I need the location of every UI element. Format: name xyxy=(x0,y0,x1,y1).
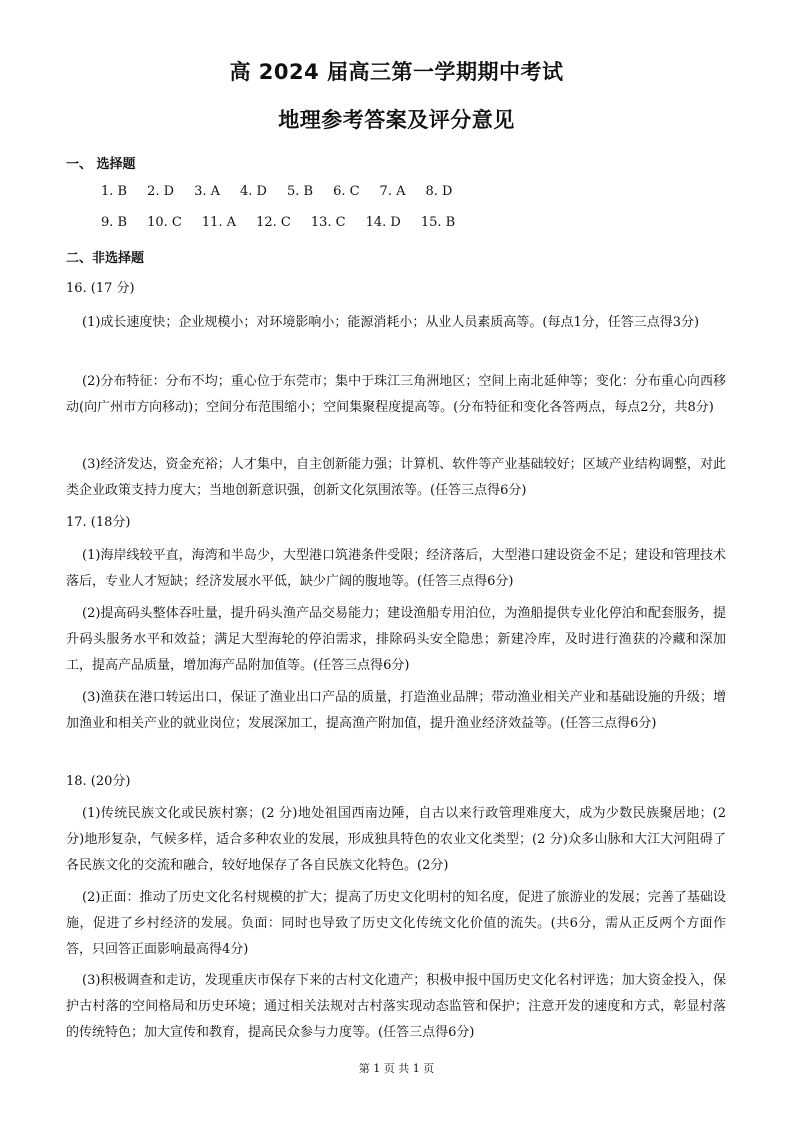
answer-item: 7. A xyxy=(379,184,406,199)
answer-item: 14. D xyxy=(365,215,401,230)
answer-item: 1. B xyxy=(101,184,128,199)
question-18-heading: 18. (20分) xyxy=(66,774,131,789)
choice-answers-row-1 xyxy=(101,184,472,199)
page-subtitle: 地理参考答案及评分意见 xyxy=(278,108,515,132)
question-16-part-2: (2)分布特征：分布不均；重心位于东莞市；集中于珠江三角洲地区；空间上南北延伸等；变化：分布重心向西移动(向广州市方向移动)；空间分布范围缩小；空间集聚程度提高等。(分布特征和变化各答两点，每点2分，共8分) xyxy=(66,374,726,415)
question-16-part-1: (1)成长速度快；企业规模小；对环境影响小；能源消耗小；从业人员素质高等。(每点1分，任答三点得3分) xyxy=(82,315,700,330)
page-footer: 第 1 页 共 1 页 xyxy=(358,1062,435,1075)
section-nonchoice-heading: 二、非选择题 xyxy=(66,251,145,266)
question-16-part-3: (3)经济发达，资金充裕；人才集中，自主创新能力强；计算机、软件等产业基础较好；区域产业结构调整，对此类企业政策支持力度大；当地创新意识强，创新文化氛围浓等。(任答三点得6分) xyxy=(66,457,726,498)
answer-item: 2. D xyxy=(147,184,175,199)
answer-item: 10. C xyxy=(147,215,182,230)
answer-item: 4. D xyxy=(240,184,267,199)
question-17-part-1: (1)海岸线较平直，海湾和半岛少，大型港口筑港条件受限；经济落后，大型港口建设资金不足；建设和管理技术落后，专业人才短缺；经济发展水平低，缺少广阔的腹地等。(任答三点得6分) xyxy=(66,548,726,589)
answer-item: 11. A xyxy=(201,215,237,230)
answer-item: 5. B xyxy=(286,184,314,199)
answer-item: 12. C xyxy=(256,215,291,230)
choice-answers-row-2 xyxy=(101,215,475,230)
question-18-part-3: (3)积极调查和走访，发现重庆市保存下来的古村文化遗产；积极申报中国历史文化名村评选；加大资金投入，保护古村落的空间格局和历史环境；通过相关法规对古村落实现动态监管和保护；注意开发的速度和方式，彰显村落的传统特色；加大宣传和教育，提高民众参与力度等。(任答三点得6分) xyxy=(66,973,726,1040)
question-16-heading: 16. (17 分) xyxy=(66,281,135,296)
question-17-heading: 17. (18分) xyxy=(66,515,131,530)
answer-item: 9. B xyxy=(101,215,128,230)
question-18-part-1: (1)传统民族文化或民族村寨；(2 分)地处祖国西南边陲，自古以来行政管理难度大，成为少数民族聚居地；(2 分)地形复杂，气候多样，适合多种农业的发展，形成独具特色的农业文化类型；(2 分)众多山脉和大江大河阻碍了各民族文化的交流和融合，较好地保存了各自民族文化特色。(2分) xyxy=(66,806,726,873)
question-18-part-2: (2)正面：推动了历史文化名村规模的扩大；提高了历史文化明村的知名度，促进了旅游业的发展；完善了基础设施，促进了乡村经济的发展。负面：同时也导致了历史文化传统文化价值的流失。(共6分，需从正反两个方面作答，只回答正面影响最高得4分) xyxy=(66,890,726,957)
page-title: 高 2024 届高三第一学期期中考试 xyxy=(229,60,564,84)
answer-item: 6. C xyxy=(333,184,360,199)
question-17-part-3: (3)渔获在港口转运出口，保证了渔业出口产品的质量，打造渔业品牌；带动渔业相关产业和基础设施的升级；增加渔业和相关产业的就业岗位；发展深加工，提高渔产附加值，提升渔业经济效益等。(任答三点得6分) xyxy=(66,690,726,731)
question-17-part-2: (2)提高码头整体吞吐量，提升码头渔产品交易能力；建设渔船专用泊位，为渔船提供专业化停泊和配套服务，提升码头服务水平和效益；满足大型海轮的停泊需求，排除码头安全隐患；新建冷库，及时进行渔获的冷藏和深加工，提高产品质量，增加海产品附加值等。(任答三点得6分) xyxy=(66,606,726,673)
answer-item: 13. C xyxy=(310,215,346,230)
answer-item: 8. D xyxy=(425,184,453,199)
answer-item: 15. B xyxy=(420,215,456,230)
section-choice-heading: 一、 选择题 xyxy=(66,157,136,172)
answer-item: 3. A xyxy=(194,184,220,199)
